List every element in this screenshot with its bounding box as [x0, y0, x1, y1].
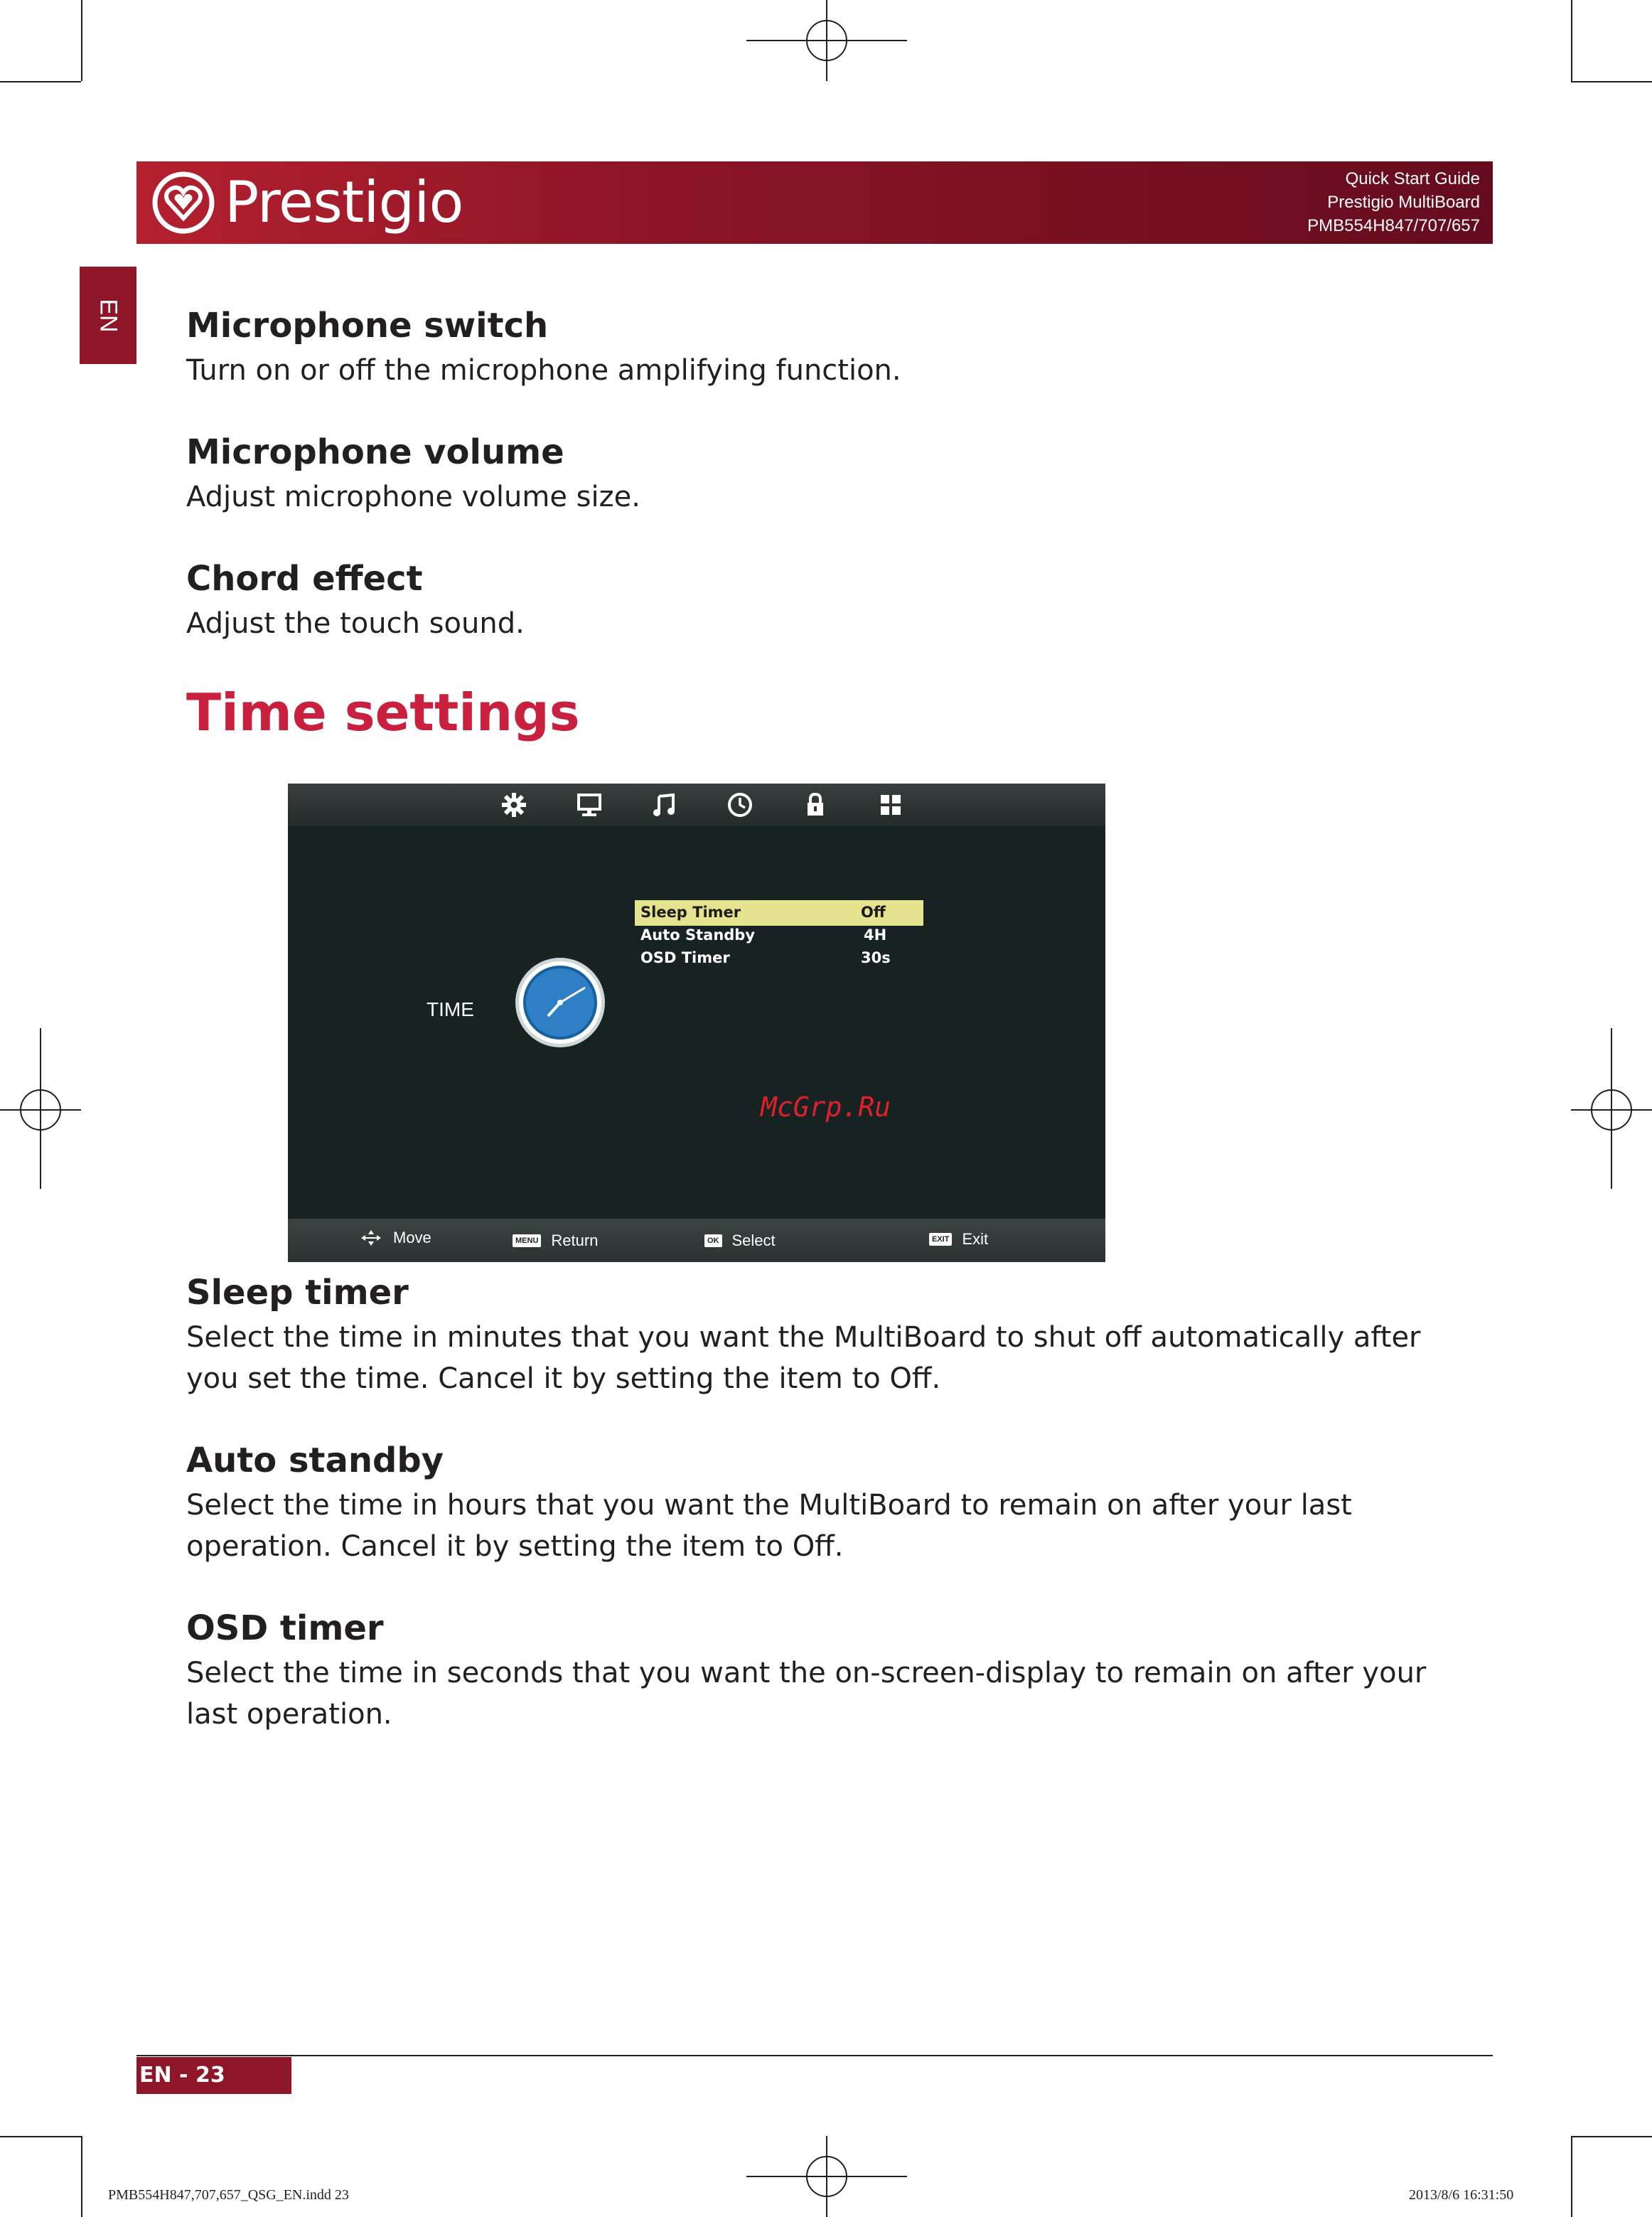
music-note-icon	[650, 791, 679, 819]
section-body: Adjust the touch sound.	[186, 607, 525, 640]
crop-mark	[1571, 0, 1572, 81]
footer-rule	[136, 2055, 1493, 2056]
osd-screenshot	[288, 784, 1105, 1262]
clock-icon	[726, 791, 754, 819]
menu-item-osd-timer[interactable]	[635, 946, 923, 971]
menu-item-value: 4H	[864, 926, 887, 944]
osd-category-bar	[288, 784, 1105, 826]
section-body: Select the time in seconds that you want the on-screen-display to remain on after your last operation.	[186, 1657, 1427, 1731]
hint-exit-label: Exit	[962, 1230, 989, 1248]
section-body: Turn on or off the microphone amplifying function.	[186, 354, 901, 387]
prestigio-emblem-icon	[152, 171, 215, 234]
menu-item-label: Sleep Timer	[640, 904, 741, 921]
lock-icon	[801, 791, 830, 819]
hint-move-label: Move	[393, 1229, 431, 1246]
registration-mark	[20, 1089, 61, 1131]
section-title: Microphone switch	[186, 306, 549, 346]
section-body: Adjust microphone volume size.	[186, 481, 640, 513]
watermark: McGrp.Ru	[761, 1091, 891, 1123]
brand-name: Prestigio	[225, 169, 463, 235]
gear-icon	[500, 791, 528, 819]
main-heading: Time settings	[186, 683, 580, 742]
page-number: EN - 23	[139, 2063, 225, 2088]
crop-mark	[81, 0, 82, 81]
section-title: OSD timer	[186, 1608, 384, 1648]
model-number: PMB554H847/707/657	[1307, 216, 1480, 235]
clock-icon	[514, 956, 606, 1049]
print-slug-file: PMB554H847,707,657_QSG_EN.indd 23	[108, 2187, 349, 2203]
hint-exit	[929, 1230, 988, 1249]
hint-select	[704, 1232, 776, 1250]
section-body: Select the time in hours that you want the MultiBoard to remain on after your last operation. Cancel it by setting the item to Off.	[186, 1489, 1352, 1563]
menu-item-label: Auto Standby	[640, 926, 756, 944]
menu-key-icon: MENU	[513, 1234, 541, 1247]
page-number-tab	[136, 2057, 291, 2094]
section-title: Microphone volume	[186, 432, 564, 472]
ok-key-icon: OK	[704, 1234, 722, 1247]
monitor-icon	[575, 791, 604, 819]
page-header	[136, 161, 1493, 244]
exit-key-icon: EXIT	[929, 1233, 952, 1246]
apps-grid-icon	[876, 791, 905, 819]
crop-mark	[0, 81, 81, 82]
crop-mark	[1571, 2136, 1652, 2137]
product-name: Prestigio MultiBoard	[1327, 193, 1480, 212]
section-title: Sleep timer	[186, 1273, 409, 1313]
menu-item-label: OSD Timer	[640, 949, 730, 966]
hint-select-label: Select	[731, 1232, 776, 1249]
header-info	[1307, 167, 1480, 237]
registration-mark	[806, 20, 847, 61]
language-tab	[80, 267, 136, 364]
menu-item-sleep-timer[interactable]	[635, 900, 923, 926]
menu-item-auto-standby[interactable]	[635, 923, 923, 949]
language-label: EN	[95, 298, 122, 333]
crop-mark	[1571, 2136, 1572, 2217]
osd-hint-bar	[288, 1219, 1105, 1262]
section-body: Select the time in minutes that you want the MultiBoard to shut off automatically after you set the time. Cancel it by setting the item to Off.	[186, 1321, 1421, 1395]
registration-mark	[1591, 1089, 1632, 1131]
hint-return	[513, 1232, 598, 1250]
menu-item-value: 30s	[861, 949, 891, 966]
crop-mark	[0, 2136, 81, 2137]
crop-mark	[81, 2136, 82, 2217]
hint-move	[359, 1229, 431, 1247]
hint-return-label: Return	[551, 1232, 599, 1249]
crop-mark	[1571, 81, 1652, 82]
registration-mark	[806, 2156, 847, 2197]
print-slug-date: 2013/8/6 16:31:50	[1409, 2187, 1514, 2203]
brand-logo	[152, 171, 463, 234]
section-title: Chord effect	[186, 559, 423, 599]
section-title: Auto standby	[186, 1441, 444, 1480]
osd-category-label: TIME	[427, 998, 474, 1020]
move-arrows-icon	[359, 1229, 383, 1247]
guide-title: Quick Start Guide	[1345, 169, 1480, 188]
menu-item-value: Off	[861, 904, 886, 921]
